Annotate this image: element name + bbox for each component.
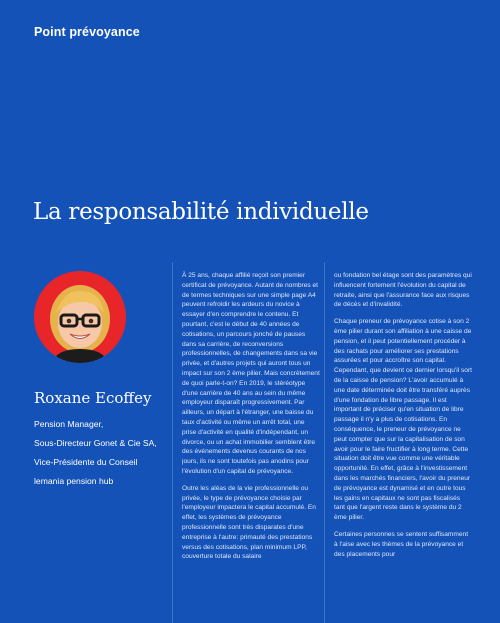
author-roles	[34, 415, 157, 491]
emoji-avatar-illustration	[34, 271, 126, 363]
column-divider	[324, 262, 325, 623]
author-role-line: Pension Manager,	[34, 419, 104, 429]
article-column-1	[182, 271, 320, 623]
author-role-line: Vice-Présidente du Conseil	[34, 457, 138, 467]
paragraph: Certaines personnes se sentent suffisamment à l'aise avec les thèmes de la prévoyance et des placements pour	[334, 530, 469, 558]
article-column-2	[334, 271, 472, 623]
paragraph: ou fondation bel étage sont des paramètres qui influencent fortement l'évolution du capital de retraite, ainsi que l'assurance face aux risques de décès et d'invalidité.	[334, 272, 472, 309]
section-label: Point prévoyance	[34, 25, 140, 39]
paragraph: Outre les aléas de la vie professionnelle ou privée, le type de prévoyance choisie par l'employeur impactera le capital accumulé. En effet, les systèmes de prévoyance professionnelle sont très disparates d'une entreprise à l'autre: primauté des prestations versus des cotisations, plan minimum LPP, couverture totale du salaire	[182, 484, 316, 561]
paragraph: À 25 ans, chaque affilié reçoit son premier certificat de prévoyance. Autant de nombres et de termes techniques sur une simple page A4 peuvent refroidir les ardeurs du novice à essayer d'en comprendre le contenu. Et pourtant, c'est le début de 40 années de cotisations, un parcours jonché de pauses dans sa carrière, de reconversions professionnelles, de changements dans sa vie privée, et d'autres projets qui auront tous un impact sur son 2 ème pilier. Mais concrètement de quoi parle-t-on? En 2019, le stéréotype d'une carrière de 40 ans au sein du même employeur disparaît progressivement. Par ailleurs, un départ à l'étranger, une baisse du taux d'activité ou même un arrêt total, une prise d'activité en qualité d'indépendant, un divorce, ou un achat immobilier semblent être des événements devenus courants de nos jours, ils ne sont toutefois pas anodins pour l'évolution d'un capital de prévoyance.	[182, 272, 320, 475]
paragraph: Chaque preneur de prévoyance cotise à son 2 ème pilier durant son affiliation à une caisse de pension, et il peut potentiellement procéder à des rachats pour améliorer ses prestations assurées et pour accroître son capital. Cependant, que devient ce dernier lorsqu'il sort de la caisse de pension? L'avoir accumulé à une date déterminée doit être transféré auprès d'une fondation de libre passage. Il est important de préciser qu'en situation de libre passage il n'y a plus de cotisations. En conséquence, le preneur de prévoyance ne peut compter que sur la capitalisation de son avoir pour le faire fructifier à long terme. Cette situation doit être vue comme une véritable opportunité. En effet, grâce à l'investissement dans les marchés financiers, l'avoir du preneur de prévoyance est dynamisé et en outre tous les gains en capitaux ne sont pas fiscalisés tant que l'argent reste dans le système du 2 ème pilier.	[334, 318, 472, 522]
author-avatar	[34, 271, 126, 363]
column-divider	[172, 262, 173, 623]
author-name: Roxane Ecoffey	[34, 389, 152, 407]
author-role-line: lemania pension hub	[34, 476, 114, 486]
author-role-line: Sous-Directeur Gonet & Cie SA,	[34, 438, 157, 448]
article-title: La responsabilité individuelle	[33, 199, 369, 225]
